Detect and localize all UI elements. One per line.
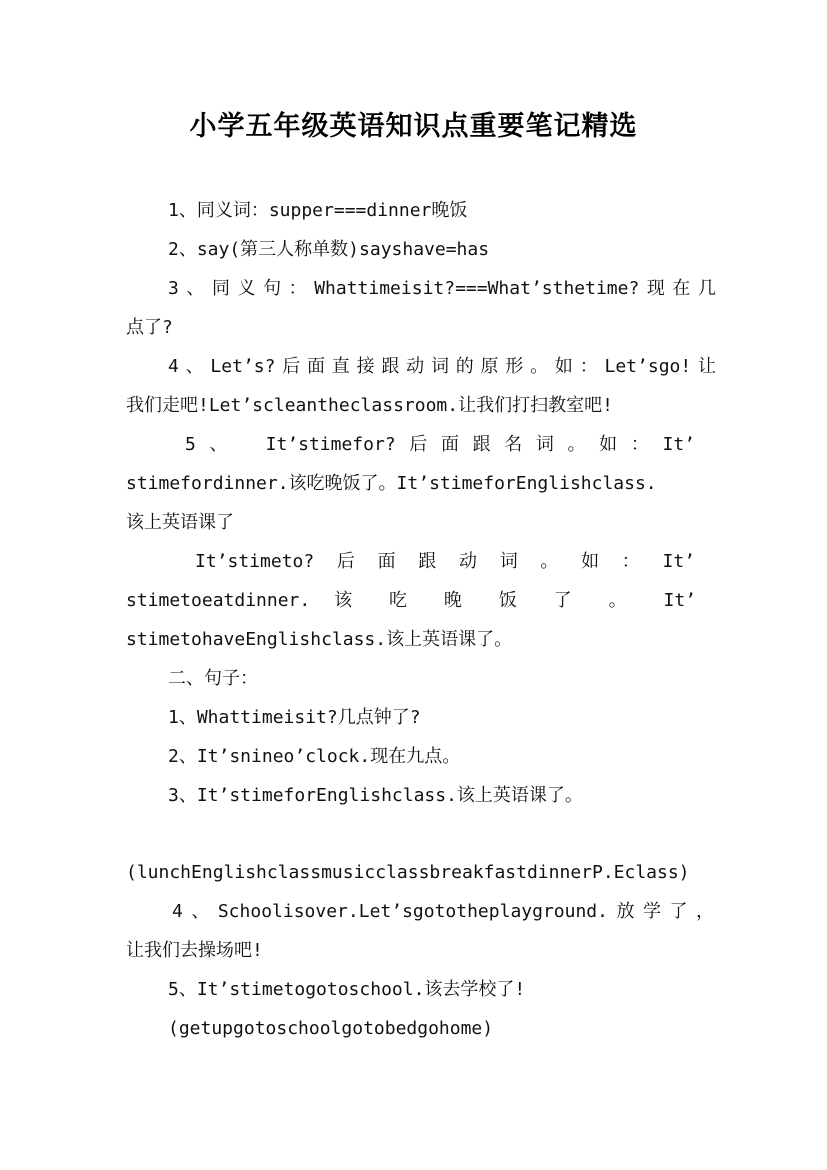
paragraph-line: It’stimeto?后面跟动词。如：It’: [195, 551, 695, 572]
paragraph-line: 3、It’stimeforEnglishclass.该上英语课了。: [168, 785, 583, 806]
paragraph-line: stimefordinner.该吃晚饭了。It’stimeforEnglishclass.: [126, 473, 657, 494]
paragraph-line: 5、 It’stimefor?后面跟名词。如：It’: [185, 434, 695, 455]
paragraph-line: 1、Whattimeisit?几点钟了?: [168, 707, 421, 728]
paragraph-line: 1、同义词：supper===dinner晚饭: [168, 200, 468, 221]
paragraph-line: 该上英语课了: [126, 512, 234, 533]
paragraph-line: 点了?: [126, 317, 173, 338]
paragraph-line: stimetohaveEnglishclass.该上英语课了。: [126, 629, 513, 650]
section-heading: 二、句子：: [168, 668, 258, 689]
paragraph-line: 4、Let’s?后面直接跟动词的原形。如：Let’sgo!让: [168, 356, 716, 377]
paragraph-line: 4、Schoolisover.Let’sgototheplayground.放学了，: [172, 901, 714, 922]
paragraph-line: (lunchEnglishclassmusicclassbreakfastdinnerP.Eclass): [126, 862, 690, 883]
paragraph-line: 5、It’stimetogotoschool.该去学校了!: [168, 979, 526, 1000]
paragraph-line: 让我们去操场吧!: [126, 940, 263, 961]
paragraph-line: 2、It’snineo’clock.现在九点。: [168, 746, 461, 767]
paragraph-line: 3、同义句：Whattimeisit?===What’sthetime?现在几: [168, 278, 716, 299]
document-title: 小学五年级英语知识点重要笔记精选: [189, 111, 638, 142]
paragraph-line: 2、say(第三人称单数)sayshave=has: [168, 239, 490, 260]
paragraph-line: 我们走吧!Let’scleantheclassroom.让我们打扫教室吧!: [126, 395, 613, 416]
paragraph-line: (getupgotoschoolgotobedgohome): [168, 1018, 494, 1039]
paragraph-line: stimetoeatdinner. 该 吃 晚 饭 了 。 It’: [126, 590, 696, 611]
